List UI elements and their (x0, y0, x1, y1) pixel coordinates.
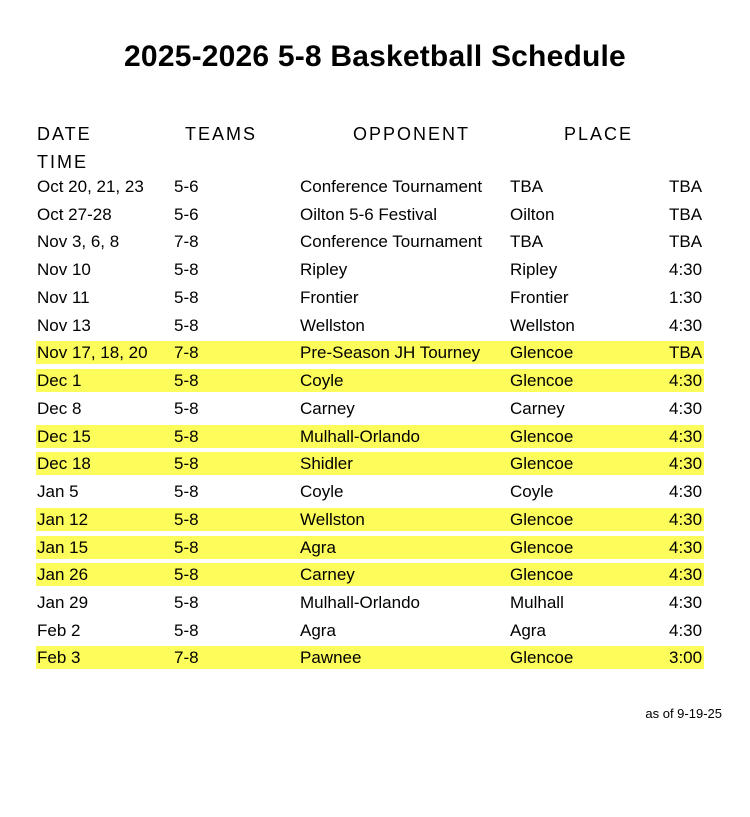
table-row (36, 369, 704, 392)
cell-place: Glencoe (510, 454, 574, 474)
cell-time: 4:30 (669, 454, 703, 474)
table-row (36, 258, 704, 281)
cell-time: 4:30 (669, 260, 703, 280)
cell-time: 4:30 (669, 398, 703, 418)
table-row (36, 203, 704, 226)
header-date: DATE (37, 124, 92, 144)
cell-date: Jan 29 (37, 593, 89, 613)
cell-opponent: Conference Tournament (300, 232, 483, 252)
cell-opponent: Carney (300, 565, 355, 585)
cell-opponent: Wellston (300, 509, 365, 529)
cell-place: Coyle (510, 482, 554, 502)
cell-place: Carney (510, 398, 565, 418)
table-row (36, 619, 704, 642)
table-row (36, 591, 704, 614)
cell-date: Oct 20, 21, 23 (37, 177, 144, 196)
cell-teams: 5-8 (174, 398, 199, 418)
cell-place: Frontier (510, 287, 569, 307)
cell-date: Jan 15 (37, 537, 89, 557)
table-row (36, 175, 704, 198)
cell-time: TBA (669, 232, 703, 252)
cell-teams: 7-8 (174, 648, 199, 668)
cell-place: Glencoe (510, 426, 574, 446)
cell-date: Nov 13 (37, 315, 91, 335)
cell-place: Mulhall (510, 593, 564, 613)
table-row (36, 286, 704, 309)
cell-time: 4:30 (669, 620, 703, 640)
cell-place: Wellston (510, 315, 575, 335)
cell-place: Glencoe (510, 371, 574, 391)
cell-teams: 5-8 (174, 537, 199, 557)
cell-teams: 5-8 (174, 593, 199, 613)
cell-teams: 5-8 (174, 426, 199, 446)
cell-opponent: Frontier (300, 287, 359, 307)
table-row (36, 452, 704, 475)
cell-date: Jan 12 (37, 509, 89, 529)
cell-teams: 5-8 (174, 315, 199, 335)
cell-place: Agra (510, 620, 546, 640)
table-row (36, 314, 704, 337)
cell-time: 1:30 (669, 287, 703, 307)
header-opponent: OPPONENT (353, 124, 471, 144)
cell-place: Glencoe (510, 648, 574, 668)
table-row (36, 563, 704, 586)
cell-opponent: Pre-Season JH Tourney (300, 343, 481, 363)
cell-teams: 5-8 (174, 260, 199, 280)
cell-time: 4:30 (669, 565, 703, 585)
cell-opponent: Conference Tournament (300, 177, 483, 196)
cell-time: 4:30 (669, 537, 703, 557)
cell-place: Oilton (510, 204, 555, 224)
cell-date: Feb 3 (37, 648, 81, 668)
cell-date: Nov 3, 6, 8 (37, 232, 120, 252)
cell-time: 4:30 (669, 593, 703, 613)
updated-note: as of 9-19-25 (645, 706, 722, 721)
cell-date: Oct 27-28 (37, 204, 112, 224)
table-row (36, 341, 704, 364)
cell-teams: 5-8 (174, 287, 199, 307)
cell-opponent: Wellston (300, 315, 365, 335)
cell-opponent: Mulhall-Orlando (300, 426, 420, 446)
cell-opponent: Agra (300, 537, 336, 557)
header-place: PLACE (564, 124, 634, 144)
table-row (36, 230, 704, 253)
table-row (36, 508, 704, 531)
cell-opponent: Pawnee (300, 648, 362, 668)
cell-place: TBA (510, 177, 544, 196)
cell-teams: 5-6 (174, 177, 199, 196)
cell-teams: 5-8 (174, 620, 199, 640)
cell-teams: 5-8 (174, 371, 199, 391)
cell-teams: 5-8 (174, 565, 199, 585)
cell-opponent: Mulhall-Orlando (300, 593, 420, 613)
cell-opponent: Ripley (300, 260, 348, 280)
cell-place: Ripley (510, 260, 558, 280)
cell-time: 4:30 (669, 509, 703, 529)
cell-time: 4:30 (669, 371, 703, 391)
header-time: TIME (37, 152, 88, 172)
cell-date: Jan 5 (37, 482, 79, 502)
schedule-table (36, 175, 704, 674)
cell-date: Nov 10 (37, 260, 91, 280)
cell-opponent: Coyle (300, 371, 344, 391)
cell-time: 3:00 (669, 648, 703, 668)
cell-teams: 5-6 (174, 204, 199, 224)
header-teams: TEAMS (185, 124, 258, 144)
cell-date: Dec 15 (37, 426, 91, 446)
cell-time: 4:30 (669, 315, 703, 335)
cell-time: 4:30 (669, 426, 703, 446)
cell-time: TBA (669, 343, 703, 363)
cell-teams: 5-8 (174, 482, 199, 502)
cell-teams: 7-8 (174, 232, 199, 252)
cell-opponent: Carney (300, 398, 355, 418)
cell-date: Feb 2 (37, 620, 81, 640)
cell-date: Jan 26 (37, 565, 89, 585)
cell-time: 4:30 (669, 482, 703, 502)
cell-place: Glencoe (510, 565, 574, 585)
cell-date: Dec 8 (37, 398, 82, 418)
cell-date: Nov 17, 18, 20 (37, 343, 148, 363)
cell-place: Glencoe (510, 509, 574, 529)
cell-date: Dec 1 (37, 371, 82, 391)
cell-opponent: Oilton 5-6 Festival (300, 204, 437, 224)
cell-time: TBA (669, 177, 703, 196)
table-row (36, 425, 704, 448)
table-row (36, 536, 704, 559)
cell-teams: 5-8 (174, 454, 199, 474)
cell-teams: 7-8 (174, 343, 199, 363)
cell-place: TBA (510, 232, 544, 252)
table-row (36, 646, 704, 669)
cell-opponent: Agra (300, 620, 336, 640)
cell-place: Glencoe (510, 537, 574, 557)
cell-time: TBA (669, 204, 703, 224)
cell-date: Dec 18 (37, 454, 91, 474)
cell-opponent: Coyle (300, 482, 344, 502)
page-title: 2025-2026 5-8 Basketball Schedule (124, 40, 626, 73)
table-row (36, 397, 704, 420)
cell-teams: 5-8 (174, 509, 199, 529)
cell-place: Glencoe (510, 343, 574, 363)
cell-date: Nov 11 (37, 287, 90, 307)
table-row (36, 480, 704, 503)
cell-opponent: Shidler (300, 454, 353, 474)
